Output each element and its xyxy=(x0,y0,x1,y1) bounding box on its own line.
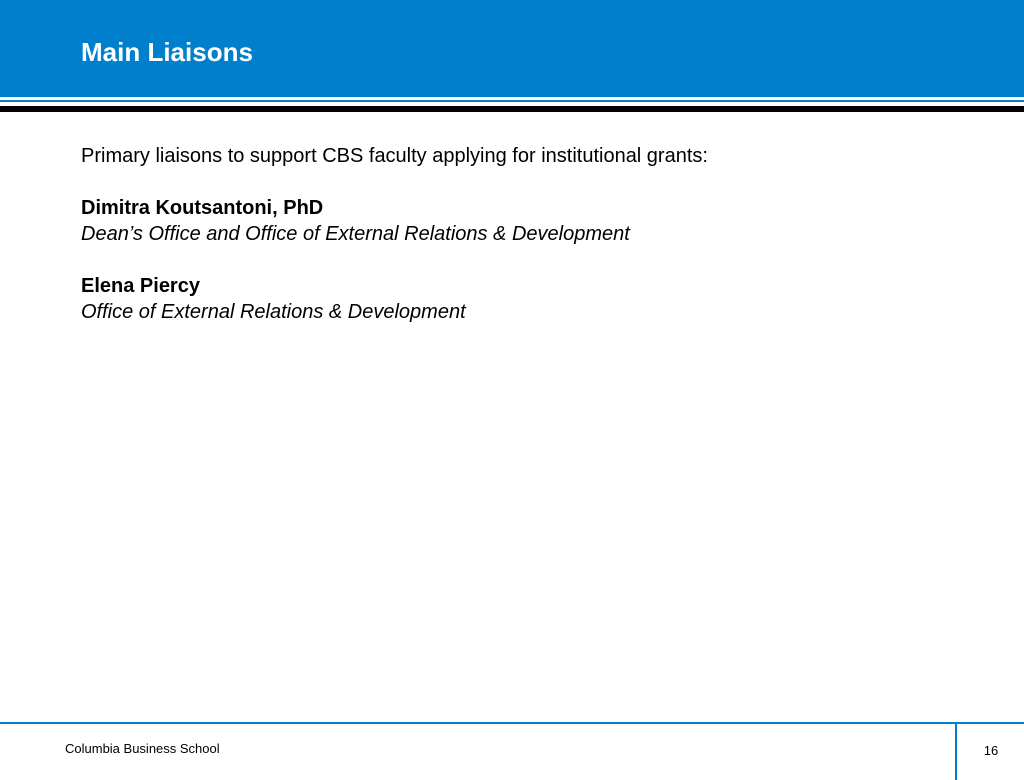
title-divider-thin xyxy=(0,100,1024,102)
liaison-entry xyxy=(81,273,961,325)
liaison-name: Dimitra Koutsantoni, PhD xyxy=(81,197,324,219)
liaison-entry xyxy=(81,195,961,247)
intro-text: Primary liaisons to support CBS faculty applying for institutional grants: xyxy=(81,145,708,167)
footer-vertical-divider xyxy=(955,724,957,780)
slide-title: Main Liaisons xyxy=(81,37,253,67)
footer-organization: Columbia Business School xyxy=(65,741,220,756)
liaison-department: Dean’s Office and Office of External Relations & Development xyxy=(81,223,630,245)
slide-content xyxy=(81,143,961,351)
title-bar xyxy=(0,0,1024,97)
page-number: 16 xyxy=(983,743,999,758)
liaison-department: Office of External Relations & Development xyxy=(81,301,466,323)
footer-divider xyxy=(0,722,1024,724)
title-divider-thick xyxy=(0,106,1024,112)
liaison-name: Elena Piercy xyxy=(81,275,200,297)
